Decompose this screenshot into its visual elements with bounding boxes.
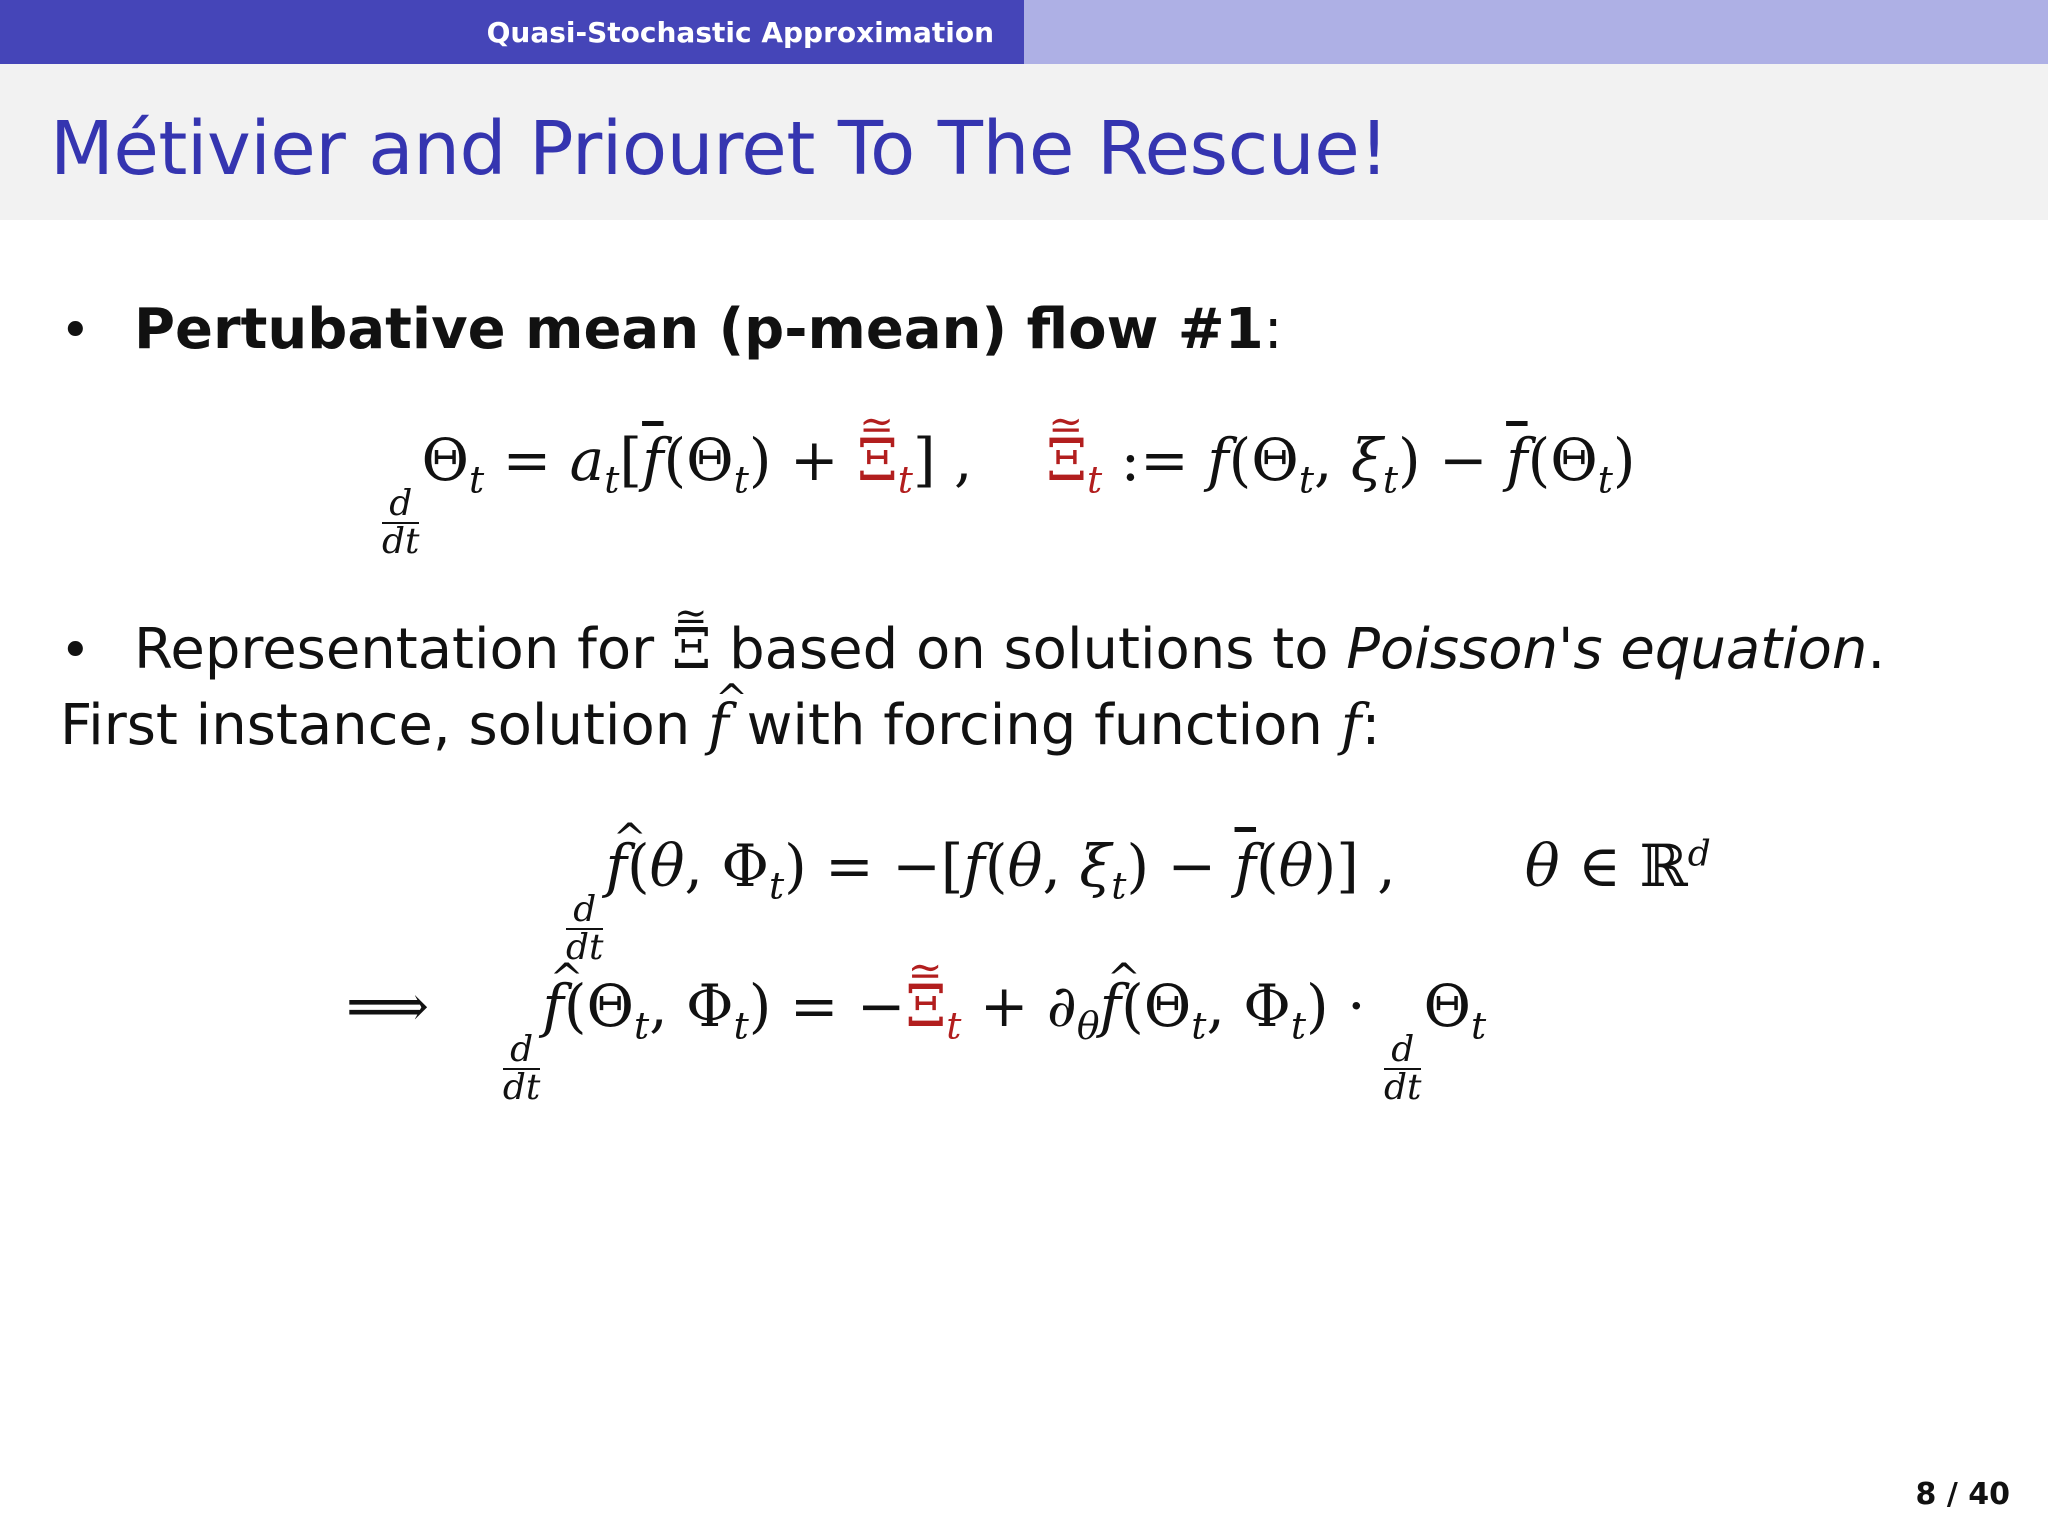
bullet-2-period: . — [1867, 617, 1886, 682]
section-header-right — [1024, 0, 2048, 64]
bullet-dot: • — [60, 621, 91, 681]
bullet-dot: • — [60, 301, 91, 361]
bullet-2-text-a: Representation for — [134, 617, 672, 682]
line-3-text-b: with forcing function — [728, 693, 1341, 758]
line-3-colon: : — [1361, 693, 1381, 758]
equation-3: ⟹ $\frac{d}{dt}$ ^ $f(\Theta_t$, $\Phi_t$) = −≃ $\Xi_t$ + $\partial_\theta\^{}$ $f(\Theta_t$, $\Phi_t$) · $\frac{d}{dt}$ $\Theta_t$ — [346, 972, 1486, 1106]
bullet-1 — [60, 297, 1283, 362]
bullet-1-colon: : — [1263, 297, 1283, 362]
section-header — [0, 0, 2048, 64]
line-3 — [60, 693, 1381, 758]
slide-title: Métivier and Priouret To The Rescue! — [50, 106, 1389, 192]
bullet-2 — [60, 617, 1886, 682]
equation-2: $\frac{d}{dt}$ ^ f(θ, $\Phi_t) = -[f(\theta$, $\xi_t) - \overline{f}(\theta)$] , θ ∈ ℝ$^d$ — [566, 832, 1711, 966]
bullet-1-bold: Pertubative mean (p-mean) flow #1 — [134, 297, 1264, 362]
bullet-2-text-b: based on solutions to — [711, 617, 1347, 682]
equation-1: $\frac{d}{dt}$ $\Theta_t = a_t[\overline{f}(\Theta_t)$ + ≃ $\Xi_t$] , ≃ $\Xi_t$ := $f(\Theta_t$, $\xi_t) - \overline{f}(\Theta_t)$ — [382, 426, 1636, 560]
bullet-2-italic: Poisson's equation — [1346, 617, 1868, 682]
line-3-text-a: First instance, solution — [60, 693, 709, 758]
page-number: 8 / 40 — [1915, 1477, 2010, 1512]
section-label: Quasi-Stochastic Approximation — [0, 0, 1024, 64]
f-hat-symbol: ^ f — [708, 698, 729, 754]
xi-tilde-symbol: ≃ Ξ — [672, 622, 711, 678]
slide-content — [0, 220, 2048, 1536]
f-symbol: f — [1340, 693, 1362, 758]
title-bar — [0, 64, 2048, 220]
